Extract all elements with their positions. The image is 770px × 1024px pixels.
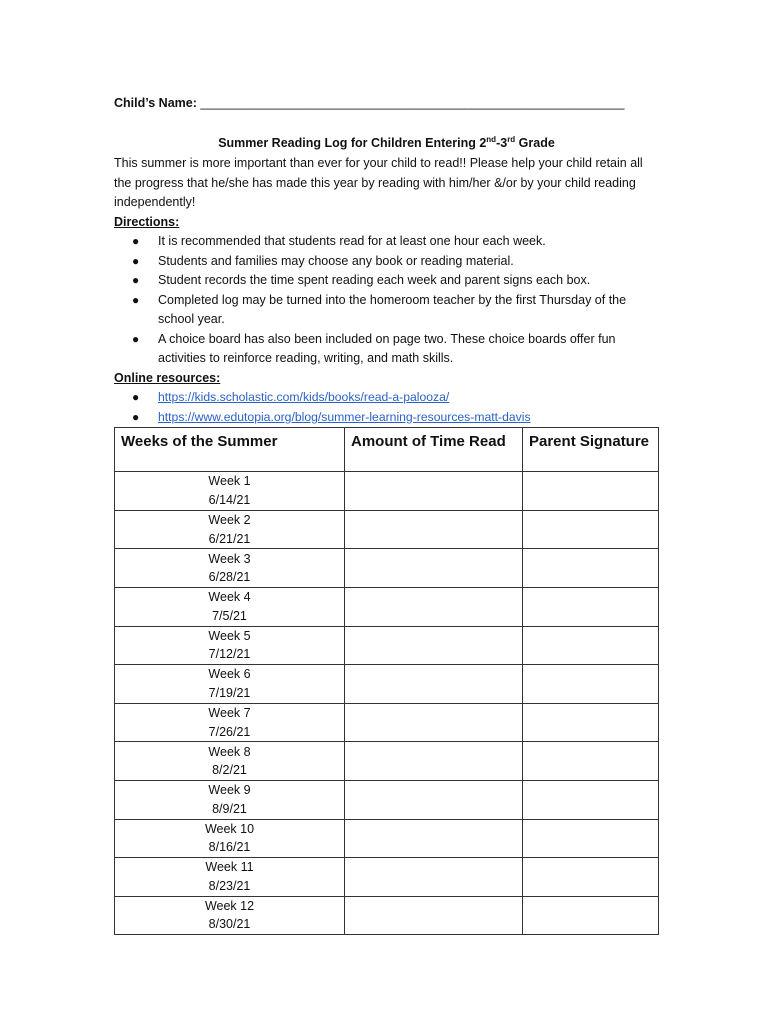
- scholastic-link[interactable]: https://kids.scholastic.com/kids/books/read-a-palooza/: [158, 390, 450, 405]
- week-date: 7/19/21: [208, 685, 251, 700]
- title-sup-rd: rd: [507, 135, 516, 144]
- direction-item: ● Student records the time spent reading each week and parent signs each box.: [158, 271, 659, 291]
- week-label: Week 6: [208, 667, 251, 682]
- bullet-icon: ●: [132, 409, 140, 424]
- time-read-cell[interactable]: [345, 665, 523, 704]
- resources-list: [114, 388, 659, 427]
- week-label: Week 2: [208, 513, 251, 528]
- table-row: [115, 780, 659, 819]
- table-row: [115, 896, 659, 935]
- table-header-row: [115, 428, 659, 472]
- bullet-icon: ●: [132, 273, 140, 288]
- time-read-cell[interactable]: [345, 510, 523, 549]
- page-title: [114, 131, 659, 152]
- time-read-cell[interactable]: [345, 896, 523, 935]
- direction-item: ● A choice board has also been included on page two. These choice boards offer fun activities to reinforce reading, writing, and math skills.: [132, 331, 616, 366]
- table-row: [115, 626, 659, 665]
- parent-signature-cell[interactable]: [523, 896, 659, 935]
- week-label: Week 9: [208, 783, 251, 798]
- week-label: Week 7: [208, 706, 251, 721]
- week-date: 8/30/21: [208, 917, 251, 932]
- intro-paragraph: This summer is more important than ever for your child to read!! Please help your child retain all the progress that he/she has made this year by reading with him/her &/or by your child reading independently!: [114, 156, 643, 210]
- week-date: 8/23/21: [208, 878, 251, 893]
- week-cell: [115, 858, 345, 897]
- parent-signature-cell[interactable]: [523, 819, 659, 858]
- reading-log-table: [114, 427, 659, 935]
- directions-heading: Directions:: [114, 214, 180, 229]
- time-read-cell[interactable]: [345, 780, 523, 819]
- reading-log-page: [114, 93, 659, 935]
- week-cell: [115, 819, 345, 858]
- weeks-column-header: Weeks of the Summer: [115, 428, 345, 472]
- parent-signature-cell[interactable]: [523, 549, 659, 588]
- week-label: Week 1: [208, 474, 251, 489]
- table-row: [115, 703, 659, 742]
- childs-name-line[interactable]: [114, 93, 659, 113]
- week-cell: [115, 626, 345, 665]
- time-read-cell[interactable]: [345, 858, 523, 897]
- parent-signature-cell[interactable]: [523, 703, 659, 742]
- table-body: [115, 472, 659, 935]
- week-date: 6/14/21: [208, 492, 251, 507]
- table-row: [115, 665, 659, 704]
- direction-item: ● It is recommended that students read for at least one hour each week.: [158, 232, 659, 252]
- parent-signature-cell[interactable]: [523, 742, 659, 781]
- week-date: 8/2/21: [212, 763, 247, 778]
- week-cell: [115, 780, 345, 819]
- week-cell: [115, 472, 345, 511]
- week-cell: [115, 703, 345, 742]
- week-cell: [115, 665, 345, 704]
- parent-signature-cell[interactable]: [523, 780, 659, 819]
- time-read-cell[interactable]: [345, 703, 523, 742]
- week-date: 6/28/21: [208, 570, 251, 585]
- time-read-cell[interactable]: [345, 587, 523, 626]
- direction-item: ● Completed log may be turned into the homeroom teacher by the first Thursday of the school year.: [132, 292, 627, 327]
- table-row: [115, 472, 659, 511]
- week-cell: [115, 549, 345, 588]
- table-row: [115, 549, 659, 588]
- childs-name-blank: _____________________________________________________________: [200, 96, 625, 110]
- parent-signature-cell[interactable]: [523, 626, 659, 665]
- week-label: Week 10: [204, 821, 255, 836]
- week-label: Week 3: [208, 551, 251, 566]
- direction-item: ● Students and families may choose any book or reading material.: [158, 252, 659, 272]
- parent-signature-cell[interactable]: [523, 472, 659, 511]
- week-date: 7/12/21: [208, 647, 251, 662]
- bullet-icon: ●: [132, 234, 140, 249]
- week-label: Week 12: [204, 898, 255, 913]
- week-label: Week 4: [208, 590, 251, 605]
- title-prefix: Summer Reading Log for Children Entering 2: [218, 136, 487, 151]
- time-read-cell[interactable]: [345, 549, 523, 588]
- week-date: 7/5/21: [212, 608, 247, 623]
- week-cell: [115, 896, 345, 935]
- table-row: [115, 587, 659, 626]
- title-sup-nd: nd: [486, 135, 497, 144]
- bullet-icon: ●: [132, 331, 140, 346]
- week-cell: [115, 742, 345, 781]
- edutopia-link[interactable]: https://www.edutopia.org/blog/summer-learning-resources-matt-davis: [158, 409, 531, 424]
- parent-signature-cell[interactable]: [523, 858, 659, 897]
- table-row: [115, 510, 659, 549]
- week-date: 8/9/21: [212, 801, 247, 816]
- bullet-icon: ●: [132, 390, 140, 405]
- parent-signature-cell[interactable]: [523, 510, 659, 549]
- week-cell: [115, 510, 345, 549]
- table-row: [115, 742, 659, 781]
- resource-item: [132, 408, 659, 428]
- time-read-cell[interactable]: [345, 472, 523, 511]
- week-date: 6/21/21: [208, 531, 251, 546]
- time-read-cell[interactable]: [345, 626, 523, 665]
- directions-list: [114, 232, 659, 369]
- title-suffix: Grade: [515, 136, 555, 151]
- week-label: Week 5: [208, 628, 251, 643]
- parent-signature-column-header: Parent Signature: [523, 428, 659, 472]
- week-date: 8/16/21: [208, 840, 251, 855]
- time-read-column-header: Amount of Time Read: [345, 428, 523, 472]
- parent-signature-cell[interactable]: [523, 665, 659, 704]
- week-label: Week 8: [208, 744, 251, 759]
- parent-signature-cell[interactable]: [523, 587, 659, 626]
- bullet-icon: ●: [132, 292, 140, 307]
- table-row: [115, 858, 659, 897]
- time-read-cell[interactable]: [345, 819, 523, 858]
- week-label: Week 11: [205, 860, 254, 875]
- bullet-icon: ●: [132, 253, 140, 268]
- time-read-cell[interactable]: [345, 742, 523, 781]
- week-cell: [115, 587, 345, 626]
- childs-name-label: Child’s Name:: [114, 96, 201, 110]
- resource-item: [132, 388, 659, 408]
- title-middle: -3: [496, 136, 508, 151]
- table-row: [115, 819, 659, 858]
- online-resources-heading: Online resources:: [114, 370, 221, 385]
- week-date: 7/26/21: [208, 724, 251, 739]
